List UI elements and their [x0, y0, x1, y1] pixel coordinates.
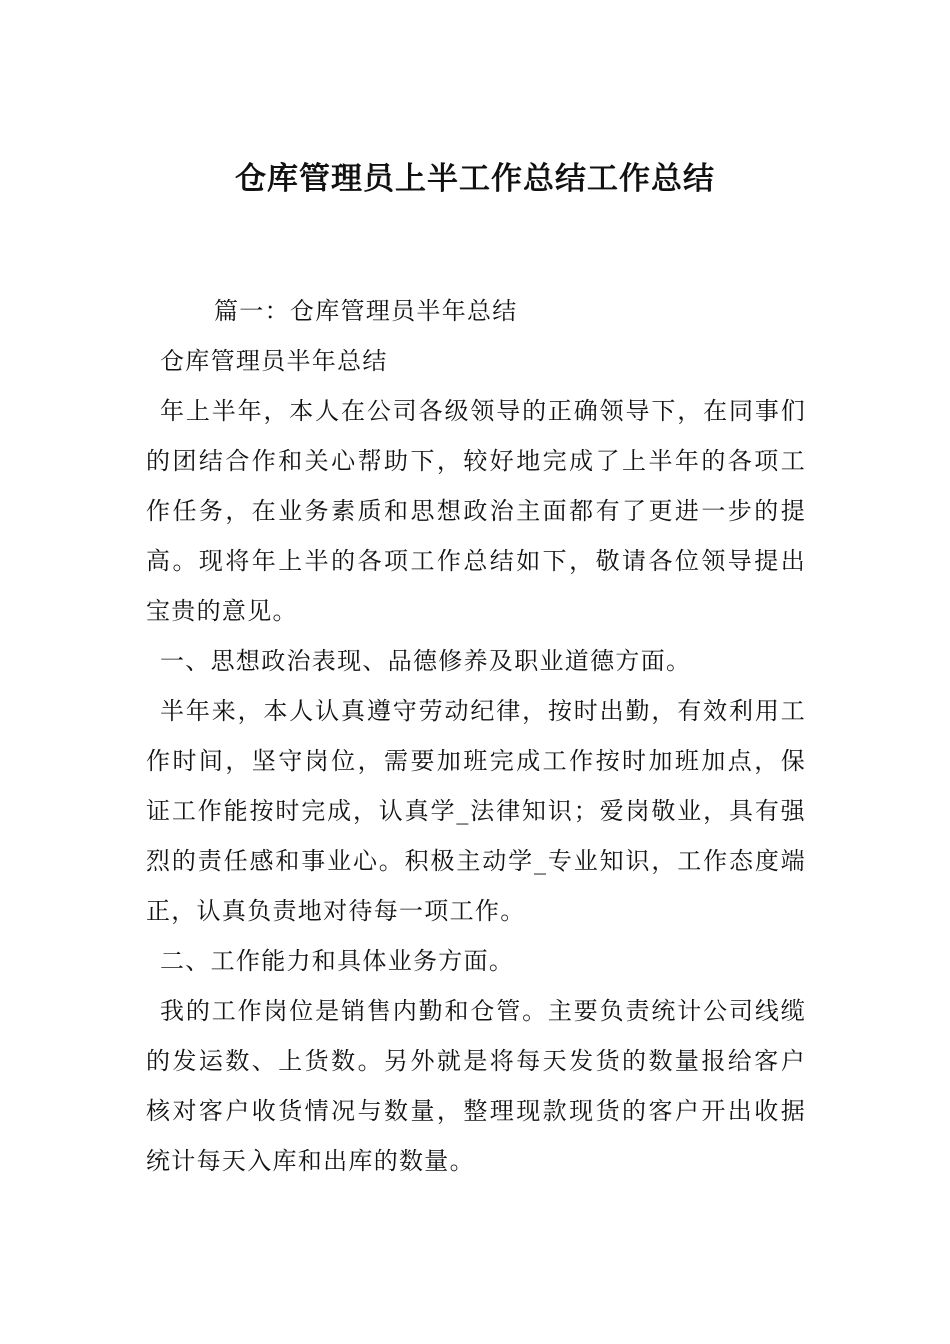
paragraph-line: 高。现将年上半的各项工作总结如下，敬请各位领导提出 [146, 547, 806, 575]
paragraph-line: 的团结合作和关心帮助下，较好地完成了上半年的各项工 [146, 447, 806, 475]
paragraph-line: 宝贵的意见。 [146, 597, 298, 625]
paragraph-line: 正，认真负责地对待每一项工作。 [146, 897, 526, 925]
paragraph-line: 证工作能按时完成，认真学_法律知识；爱岗敬业，具有强 [146, 797, 806, 825]
section-heading: 仓库管理员半年总结 [160, 347, 388, 375]
paragraph-line: 作时间，坚守岗位，需要加班完成工作按时加班加点，保 [146, 747, 806, 775]
paragraph-line: 烈的责任感和事业心。积极主动学_专业知识，工作态度端 [146, 847, 806, 875]
section-heading: 二、工作能力和具体业务方面。 [160, 947, 515, 975]
paragraph-line: 作任务，在业务素质和思想政治主面都有了更进一步的提 [146, 497, 806, 525]
document-title: 仓库管理员上半工作总结工作总结 [235, 161, 715, 197]
paragraph-line: 核对客户收货情况与数量，整理现款现货的客户开出收据 [146, 1097, 806, 1125]
section-heading: 一、思想政治表现、品德修养及职业道德方面。 [160, 647, 692, 675]
paragraph-line: 统计每天入库和出库的数量。 [146, 1147, 475, 1175]
paragraph-line: 的发运数、上货数。另外就是将每天发货的数量报给客户 [146, 1047, 806, 1075]
paragraph-line: 半年来，本人认真遵守劳动纪律，按时出勤，有效利用工 [160, 697, 806, 725]
paragraph-line: 年上半年，本人在公司各级领导的正确领导下，在同事们 [160, 397, 806, 425]
subtitle-line: 篇一：仓库管理员半年总结 [214, 297, 518, 325]
paragraph-line: 我的工作岗位是销售内勤和仓管。主要负责统计公司线缆 [160, 997, 806, 1025]
document-body [146, 286, 806, 1186]
